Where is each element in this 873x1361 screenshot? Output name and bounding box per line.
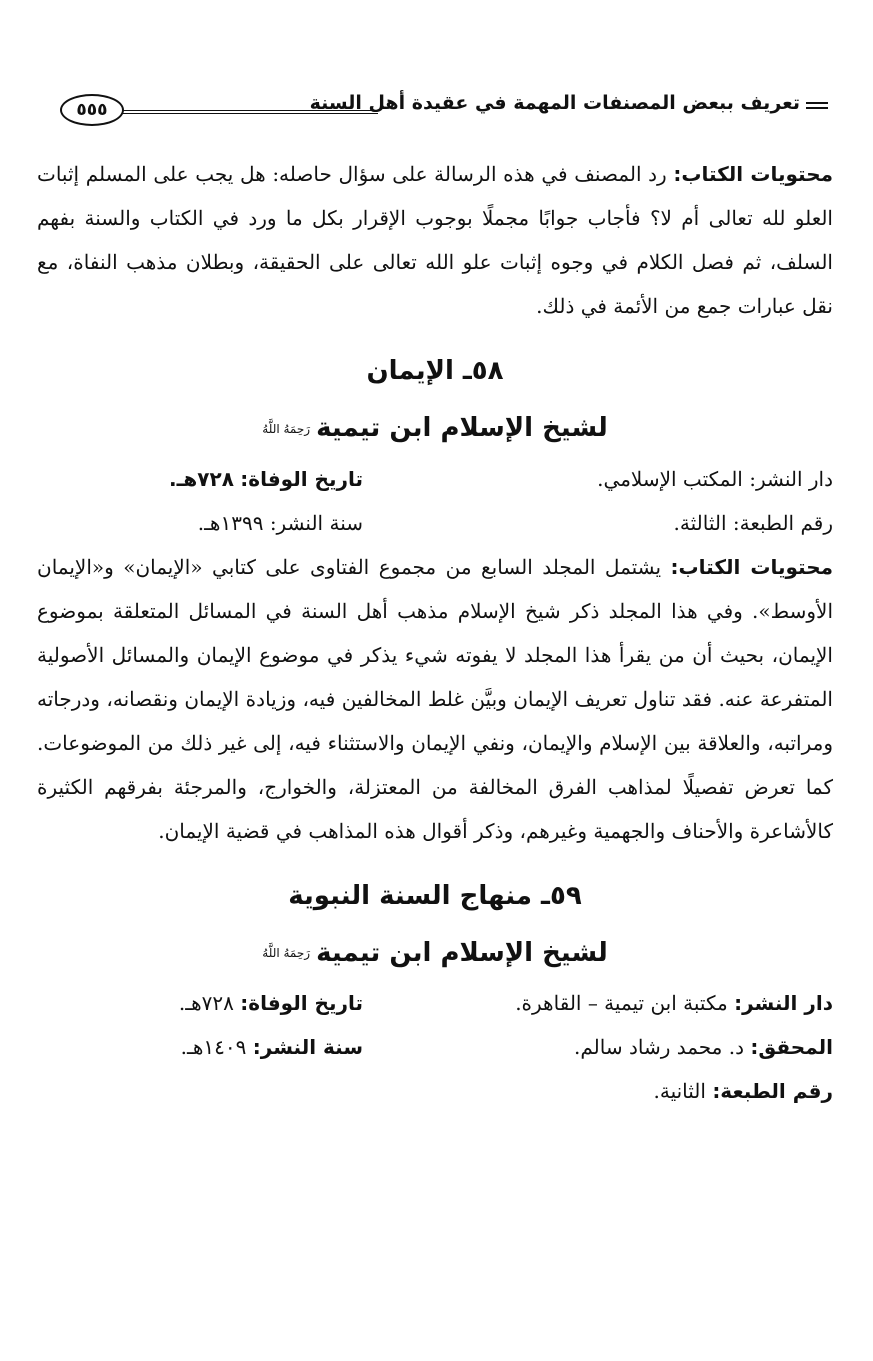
section-59-death-label: تاريخ الوفاة: <box>240 991 363 1015</box>
section-59-editor <box>363 1025 833 1069</box>
section-58-contents <box>37 545 833 853</box>
section-59-editor-value: د. محمد رشاد سالم. <box>573 1035 745 1059</box>
section-58-publisher-value: المكتب الإسلامي. <box>597 466 743 491</box>
section-58-edition-value: الثالثة. <box>673 510 727 535</box>
section-58-meta-row-1 <box>37 457 833 501</box>
section-59-pubyear <box>63 1025 363 1069</box>
section-59-editor-label: المحقق: <box>750 1035 833 1059</box>
intro-label: محتويات الكتاب: <box>673 162 834 186</box>
section-59-edition <box>363 1069 833 1113</box>
section-58-pubyear-value: ١٣٩٩هـ. <box>197 510 264 535</box>
section-58-pubyear <box>63 501 363 545</box>
section-59-author <box>37 925 833 982</box>
section-59-edition-label: رقم الطبعة: <box>712 1079 833 1103</box>
page-content <box>37 152 833 1113</box>
section-59-title: ٥٩ـ منهاج السنة النبوية <box>288 880 582 911</box>
running-header <box>60 88 828 128</box>
header-rule <box>122 110 378 114</box>
section-59-publisher-value: مكتبة ابن تيمية – القاهرة. <box>515 991 728 1015</box>
section-59-publisher-label: دار النشر: <box>734 991 833 1015</box>
section-59-publisher <box>363 981 833 1025</box>
section-59-pubyear-label: سنة النشر: <box>252 1035 363 1059</box>
section-58-death-label: تاريخ الوفاة: <box>240 466 363 491</box>
section-59-death <box>63 981 363 1025</box>
section-59-pubyear-value: ١٤٠٩هـ. <box>180 1035 247 1059</box>
section-59-death-value: ٧٢٨هـ. <box>178 991 234 1015</box>
section-59-meta-row-1 <box>37 981 833 1025</box>
section-58-title: ٥٨ـ الإيمان <box>366 356 504 386</box>
intro-text: رد المصنف في هذه الرسالة على سؤال حاصله: هل يجب على المسلم إثبات العلو لله تعالى أم لا؟ فأجاب جوابًا مجملًا بوجوب الإقرار بكل ما ورد في الكتاب والسنة بفهم السلف، ثم فصل الكلام في وجوه إثبات علو الله تعالى على الحقيقة، وبطلان مذهب النفاة، مع نقل عبارات جمع من الأئمة في ذلك. <box>37 162 833 318</box>
section-59-honorific: رَحِمَهُ اللَّهُ <box>262 946 311 960</box>
section-59-author-text: لشيخ الإسلام ابن تيمية <box>316 937 608 968</box>
section-58-meta-row-2 <box>37 501 833 545</box>
section-58-edition-label: رقم الطبعة: <box>732 510 833 535</box>
section-58-author <box>37 400 833 457</box>
header-title-text: تعريف ببعض المصنفات المهمة في عقيدة أهل السنة <box>309 92 800 114</box>
section-59-edition-value: الثانية. <box>653 1079 706 1103</box>
section-58-contents-text: يشتمل المجلد السابع من مجموع الفتاوى على كتابي «الإيمان» و«الإيمان الأوسط». وفي هذا المجلد ذكر شيخ الإسلام مذهب أهل السنة في المسائل المتعلقة بموضوع الإيمان، بحيث أن من يقرأ هذا المجلد لا يفوته شيء يذكر في موضوع الإيمان والمسائل الأصولية المتفرعة عنه. فقد تناول تعريف الإيمان وبيَّن غلط المخالفين فيه، وزيادة الإيمان ونقصانه، ودرجاته ومراتبه، والعلاقة بين الإسلام والإيمان، ونفي الإيمان والاستثناء فيه، إلى غير ذلك من الموضوعات. كما تعرض تفصيلًا لمذاهب الفرق المخالفة من المعتزلة، والخوارج، والمرجئة بفرقهم الكثيرة كالأشاعرة والأحناف والجهمية وغيرهم، وذكر أقوال هذه المذاهب في قضية الإيمان. <box>37 554 833 843</box>
page-number: ٥٥٥ <box>60 94 124 126</box>
header-title <box>310 92 828 114</box>
section-58-edition <box>363 501 833 545</box>
section-58-contents-label: محتويات الكتاب: <box>670 554 833 579</box>
section-58-pubyear-label: سنة النشر: <box>269 510 363 535</box>
section-58-death-value: ٧٢٨هـ. <box>168 466 234 491</box>
section-58-publisher-label: دار النشر: <box>749 466 833 491</box>
section-59-meta-row-3 <box>37 1069 833 1113</box>
section-58-author-text: لشيخ الإسلام ابن تيمية <box>316 413 608 443</box>
section-59-meta-row-2 <box>37 1025 833 1069</box>
intro-paragraph <box>37 152 833 328</box>
section-58-honorific: رَحِمَهُ اللَّهُ <box>262 421 311 436</box>
section-58-death <box>63 457 363 501</box>
section-58-publisher <box>363 457 833 501</box>
